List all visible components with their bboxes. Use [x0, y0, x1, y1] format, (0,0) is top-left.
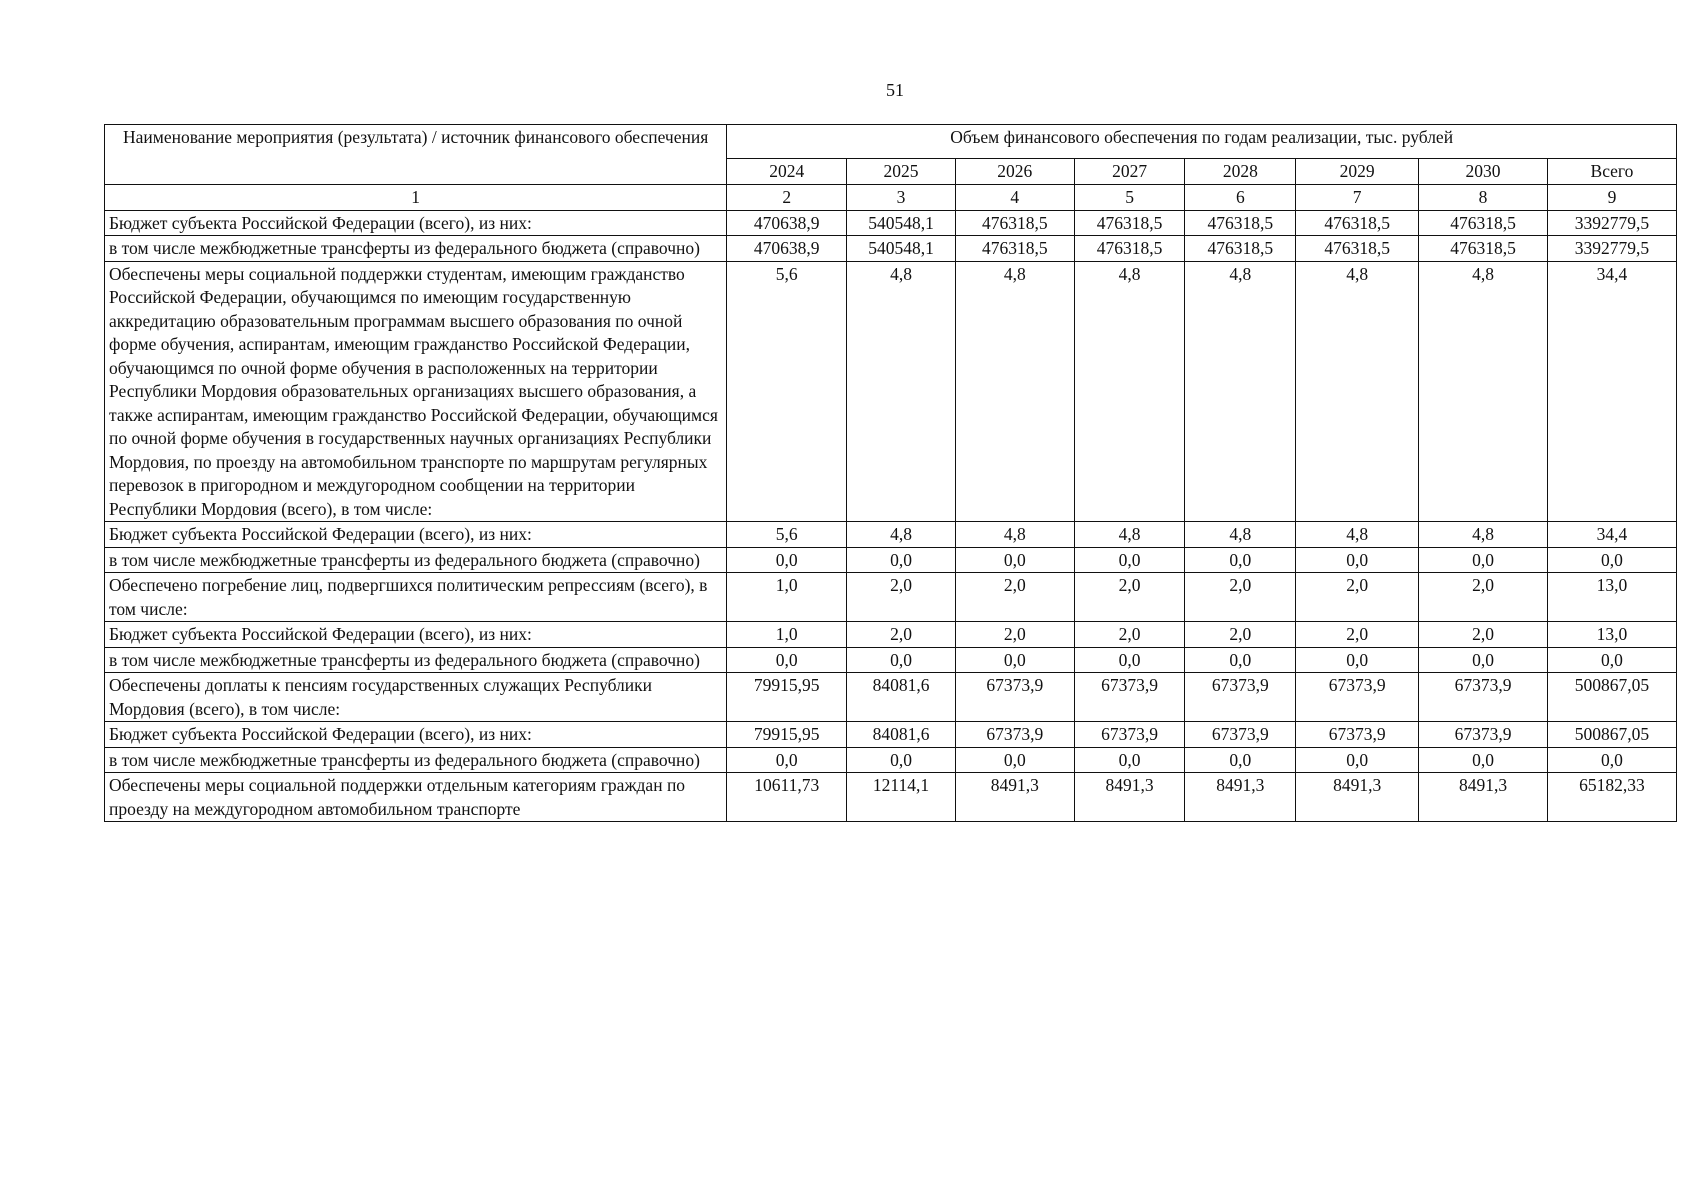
- row-year-value: 67373,9: [1296, 722, 1419, 748]
- row-name: в том числе межбюджетные трансферты из федерального бюджета (справочно): [105, 747, 727, 773]
- row-total-value: 34,4: [1547, 522, 1676, 548]
- row-year-value: 0,0: [955, 647, 1074, 673]
- financing-table: [104, 124, 1677, 822]
- row-year-value: 79915,95: [727, 722, 847, 748]
- column-number: 6: [1185, 185, 1296, 211]
- row-year-value: 2,0: [1419, 573, 1548, 622]
- row-year-value: 0,0: [1074, 647, 1185, 673]
- header-year: 2030: [1419, 159, 1548, 185]
- row-year-value: 476318,5: [1185, 236, 1296, 262]
- row-year-value: 84081,6: [847, 722, 956, 748]
- table-row: [105, 747, 1677, 773]
- row-year-value: 4,8: [1074, 261, 1185, 522]
- column-number: 1: [105, 185, 727, 211]
- row-year-value: 2,0: [1185, 573, 1296, 622]
- row-year-value: 0,0: [847, 547, 956, 573]
- row-year-value: 2,0: [1185, 622, 1296, 648]
- row-year-value: 67373,9: [1185, 722, 1296, 748]
- column-number: 7: [1296, 185, 1419, 211]
- column-number: 4: [955, 185, 1074, 211]
- row-year-value: 0,0: [1419, 547, 1548, 573]
- table-row: [105, 722, 1677, 748]
- header-year: 2028: [1185, 159, 1296, 185]
- table-row: [105, 573, 1677, 622]
- row-year-value: 0,0: [955, 747, 1074, 773]
- header-year: 2029: [1296, 159, 1419, 185]
- row-year-value: 67373,9: [1419, 722, 1548, 748]
- row-year-value: 5,6: [727, 261, 847, 522]
- column-number-row: [105, 185, 1677, 211]
- row-name: Обеспечены меры социальной поддержки студентам, имеющим гражданство Российской Федерации, обучающимся по имеющим государственную аккредитацию образовательным программам высшего образования по очной форме обучения, аспирантам, имеющим гражданство Российской Федерации, обучающимся по очной форме обучения в расположенных на территории Республики Мордовия образовательных организациях высшего образования, а также аспирантам, имеющим гражданство Российской Федерации, обучающимся по очной форме обучения в государственных научных организациях Республики Мордовия, по проезду на автомобильном транспорте по маршрутам регулярных перевозок в пригородном и междугородном сообщении на территории Республики Мордовия (всего), в том числе:: [105, 261, 727, 522]
- row-year-value: 4,8: [955, 261, 1074, 522]
- row-year-value: 67373,9: [1074, 722, 1185, 748]
- table-body: [105, 210, 1677, 822]
- row-year-value: 0,0: [955, 547, 1074, 573]
- row-name: Бюджет субъекта Российской Федерации (всего), из них:: [105, 210, 727, 236]
- row-year-value: 476318,5: [1296, 210, 1419, 236]
- header-year: 2024: [727, 159, 847, 185]
- row-year-value: 4,8: [1419, 261, 1548, 522]
- row-year-value: 67373,9: [1185, 673, 1296, 722]
- header-financing-group: Объем финансового обеспечения по годам реализации, тыс. рублей: [727, 125, 1677, 159]
- row-year-value: 0,0: [1185, 747, 1296, 773]
- row-year-value: 0,0: [1419, 747, 1548, 773]
- column-number: 2: [727, 185, 847, 211]
- row-year-value: 8491,3: [1185, 773, 1296, 822]
- row-year-value: 67373,9: [955, 722, 1074, 748]
- row-total-value: 13,0: [1547, 622, 1676, 648]
- page-number: 51: [886, 80, 904, 100]
- row-year-value: 476318,5: [955, 210, 1074, 236]
- row-name: Бюджет субъекта Российской Федерации (всего), из них:: [105, 522, 727, 548]
- table-row: [105, 522, 1677, 548]
- row-total-value: 500867,05: [1547, 673, 1676, 722]
- row-year-value: 476318,5: [1419, 210, 1548, 236]
- row-name: в том числе межбюджетные трансферты из федерального бюджета (справочно): [105, 647, 727, 673]
- row-year-value: 0,0: [727, 647, 847, 673]
- row-year-value: 470638,9: [727, 236, 847, 262]
- row-year-value: 0,0: [1074, 547, 1185, 573]
- row-year-value: 4,8: [847, 522, 956, 548]
- row-year-value: 476318,5: [1074, 236, 1185, 262]
- column-number: 8: [1419, 185, 1548, 211]
- row-year-value: 4,8: [1296, 522, 1419, 548]
- row-year-value: 2,0: [847, 573, 956, 622]
- row-total-value: 0,0: [1547, 747, 1676, 773]
- row-year-value: 0,0: [727, 747, 847, 773]
- row-year-value: 476318,5: [1074, 210, 1185, 236]
- row-year-value: 2,0: [1419, 622, 1548, 648]
- row-name: в том числе межбюджетные трансферты из федерального бюджета (справочно): [105, 547, 727, 573]
- row-year-value: 4,8: [1296, 261, 1419, 522]
- table-row: [105, 773, 1677, 822]
- row-year-value: 0,0: [1296, 547, 1419, 573]
- row-year-value: 8491,3: [1419, 773, 1548, 822]
- row-total-value: 3392779,5: [1547, 210, 1676, 236]
- row-year-value: 0,0: [847, 747, 956, 773]
- header-year: 2026: [955, 159, 1074, 185]
- row-name: Обеспечено погребение лиц, подвергшихся политическим репрессиям (всего), в том числе:: [105, 573, 727, 622]
- table-row: [105, 547, 1677, 573]
- row-name: Бюджет субъекта Российской Федерации (всего), из них:: [105, 622, 727, 648]
- row-year-value: 8491,3: [1296, 773, 1419, 822]
- row-year-value: 540548,1: [847, 210, 956, 236]
- column-number: 3: [847, 185, 956, 211]
- row-year-value: 4,8: [1185, 522, 1296, 548]
- row-year-value: 2,0: [1074, 622, 1185, 648]
- row-year-value: 67373,9: [1419, 673, 1548, 722]
- row-year-value: 12114,1: [847, 773, 956, 822]
- row-year-value: 470638,9: [727, 210, 847, 236]
- row-total-value: 0,0: [1547, 647, 1676, 673]
- row-year-value: 67373,9: [1296, 673, 1419, 722]
- row-year-value: 4,8: [847, 261, 956, 522]
- row-total-value: 13,0: [1547, 573, 1676, 622]
- row-year-value: 0,0: [1296, 747, 1419, 773]
- table-row: [105, 647, 1677, 673]
- row-year-value: 4,8: [1419, 522, 1548, 548]
- row-year-value: 67373,9: [955, 673, 1074, 722]
- row-year-value: 0,0: [1185, 547, 1296, 573]
- row-year-value: 0,0: [1074, 747, 1185, 773]
- row-year-value: 0,0: [1296, 647, 1419, 673]
- column-number: 5: [1074, 185, 1185, 211]
- table-row: [105, 261, 1677, 522]
- row-total-value: 0,0: [1547, 547, 1676, 573]
- row-year-value: 0,0: [847, 647, 956, 673]
- row-year-value: 84081,6: [847, 673, 956, 722]
- row-year-value: 67373,9: [1074, 673, 1185, 722]
- table-row: [105, 210, 1677, 236]
- row-year-value: 10611,73: [727, 773, 847, 822]
- row-total-value: 65182,33: [1547, 773, 1676, 822]
- row-name: Обеспечены доплаты к пенсиям государственных служащих Республики Мордовия (всего), в том числе:: [105, 673, 727, 722]
- row-year-value: 5,6: [727, 522, 847, 548]
- row-name: в том числе межбюджетные трансферты из федерального бюджета (справочно): [105, 236, 727, 262]
- row-total-value: 3392779,5: [1547, 236, 1676, 262]
- row-year-value: 476318,5: [955, 236, 1074, 262]
- row-year-value: 79915,95: [727, 673, 847, 722]
- row-year-value: 476318,5: [1185, 210, 1296, 236]
- column-number: 9: [1547, 185, 1676, 211]
- row-name: Бюджет субъекта Российской Федерации (всего), из них:: [105, 722, 727, 748]
- row-year-value: 8491,3: [1074, 773, 1185, 822]
- row-year-value: 2,0: [1296, 573, 1419, 622]
- table-row: [105, 622, 1677, 648]
- header-year: 2025: [847, 159, 956, 185]
- header-year: 2027: [1074, 159, 1185, 185]
- table-row: [105, 673, 1677, 722]
- row-year-value: 2,0: [955, 622, 1074, 648]
- row-year-value: 4,8: [955, 522, 1074, 548]
- row-year-value: 1,0: [727, 573, 847, 622]
- row-year-value: 8491,3: [955, 773, 1074, 822]
- row-year-value: 0,0: [727, 547, 847, 573]
- row-year-value: 2,0: [955, 573, 1074, 622]
- row-year-value: 1,0: [727, 622, 847, 648]
- row-year-value: 2,0: [1296, 622, 1419, 648]
- row-name: Обеспечены меры социальной поддержки отдельным категориям граждан по проезду на междугородном автомобильном транспорте: [105, 773, 727, 822]
- row-year-value: 540548,1: [847, 236, 956, 262]
- row-year-value: 0,0: [1419, 647, 1548, 673]
- row-year-value: 4,8: [1185, 261, 1296, 522]
- row-year-value: 2,0: [847, 622, 956, 648]
- row-year-value: 476318,5: [1296, 236, 1419, 262]
- row-total-value: 500867,05: [1547, 722, 1676, 748]
- row-year-value: 476318,5: [1419, 236, 1548, 262]
- row-year-value: 2,0: [1074, 573, 1185, 622]
- header-total: Всего: [1547, 159, 1676, 185]
- header-name-column: Наименование мероприятия (результата) / источник финансового обеспечения: [105, 125, 727, 185]
- row-total-value: 34,4: [1547, 261, 1676, 522]
- row-year-value: 0,0: [1185, 647, 1296, 673]
- table-row: [105, 236, 1677, 262]
- row-year-value: 4,8: [1074, 522, 1185, 548]
